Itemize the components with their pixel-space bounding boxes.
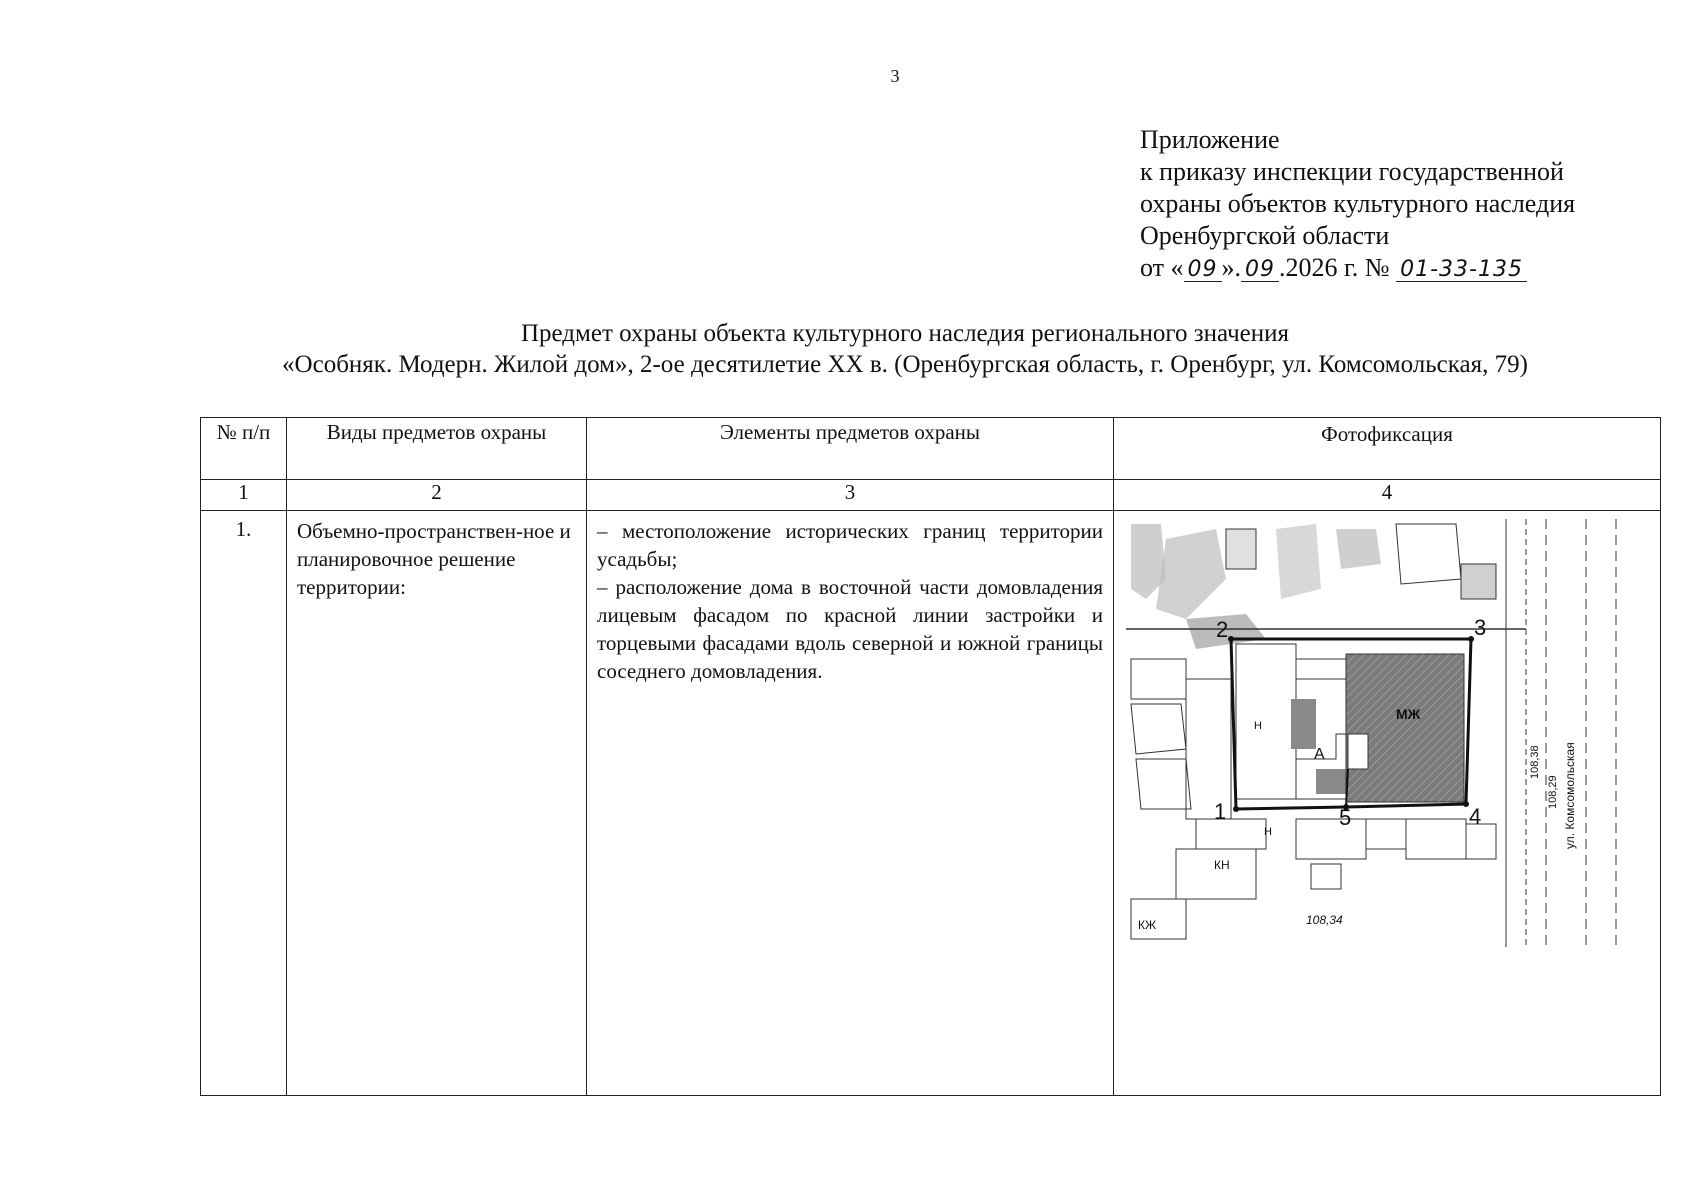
photo-cell <box>1114 511 1661 1096</box>
column-number-row <box>201 480 1661 511</box>
site-plan-map <box>1126 519 1624 947</box>
handwritten-order-number: 01-33-135 <box>1396 259 1527 282</box>
map-label: КН <box>1214 858 1230 872</box>
elevation-label: 108,38 <box>1529 745 1541 779</box>
appendix-line: к приказу инспекции государственной <box>1140 157 1564 186</box>
appendix-line: охраны объектов культурного наследия <box>1140 189 1576 218</box>
header-photo: Фотофиксация <box>1114 418 1661 480</box>
site-plan <box>1126 519 1624 947</box>
element-item: – местоположение исторических границ территории усадьбы; <box>597 519 1103 571</box>
date-mid: ». <box>1221 253 1242 282</box>
row-number: 1. <box>201 511 287 1096</box>
col-number: 1 <box>201 480 287 511</box>
elevation-label: 108,29 <box>1547 775 1559 809</box>
map-label: Н <box>1254 720 1262 732</box>
point-label: 3 <box>1474 615 1487 640</box>
point-label: 5 <box>1339 805 1352 830</box>
map-label-main: МЖ <box>1396 706 1421 722</box>
appendix-title: Приложение <box>1140 125 1280 154</box>
protection-kind: Объемно-пространствен-ное и планировочное решение территории: <box>287 511 587 1096</box>
appendix-block <box>1140 124 1575 284</box>
date-prefix: от « <box>1140 253 1184 282</box>
year-suffix: .2026 г. № <box>1279 253 1390 282</box>
header-kind: Виды предметов охраны <box>287 418 587 480</box>
col-number: 2 <box>287 480 587 511</box>
title-line-2: «Особняк. Модерн. Жилой дом», 2-ое десятилетие XX в. (Оренбургская область, г. Оренбург, ул. Комсомольская, 79) <box>282 351 1528 378</box>
table-header-row <box>201 418 1661 480</box>
header-elements: Элементы предметов охраны <box>587 418 1114 480</box>
protection-elements <box>587 511 1114 1096</box>
table-row <box>201 511 1661 1096</box>
point-label: 2 <box>1216 617 1229 642</box>
point-label: 4 <box>1469 804 1482 829</box>
document-title <box>0 318 1697 380</box>
header-num: № п/п <box>201 418 287 480</box>
handwritten-month: 09 <box>1241 259 1279 282</box>
handwritten-day: 09 <box>1184 259 1222 282</box>
element-item: – расположение дома в восточной части домовладения лицевым фасадом по красной линии застройки и торцевыми фасадами вдоль северной и южной границы соседнего домовладения. <box>597 575 1103 683</box>
page-number: 3 <box>890 66 900 86</box>
map-label: КЖ <box>1138 918 1157 932</box>
street-label: ул. Комсомольская <box>1563 742 1577 849</box>
map-label: Н <box>1264 826 1272 838</box>
title-line-1: Предмет охраны объекта культурного наследия регионального значения <box>520 320 1290 347</box>
building-block <box>1236 644 1464 802</box>
appendix-line: Оренбургской области <box>1140 221 1390 250</box>
appendix-date-line <box>1140 252 1575 284</box>
map-label-annex: А <box>1314 746 1325 763</box>
col-number: 4 <box>1114 480 1661 511</box>
protection-table <box>200 417 1661 1096</box>
point-label: 1 <box>1214 799 1227 824</box>
elevation-label: 108,34 <box>1306 913 1343 927</box>
col-number: 3 <box>587 480 1114 511</box>
